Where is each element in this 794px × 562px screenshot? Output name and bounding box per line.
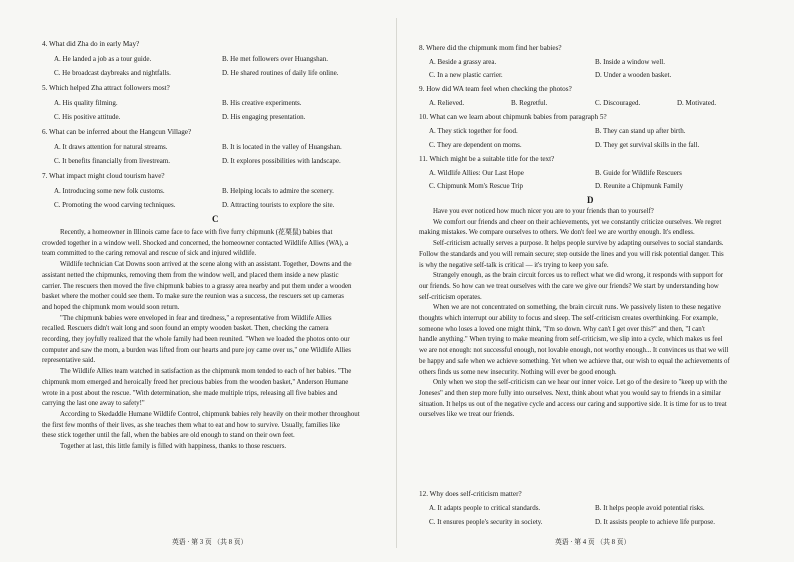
option: D. They get survival skills in the fall. [595,141,700,149]
passage-line: others finds us some new insecurity. Nothing will ever be good enough. [419,368,617,376]
option: A. Wildlife Allies: Our Last Hope [429,169,524,177]
passage-line: representative said. [42,357,96,365]
question-8: 8. Where did the chipmunk mom find her babies? [419,44,562,52]
option: D. Reunite a Chipmunk Family [595,182,684,190]
question-9: 9. How did WA team feel when checking the photos? [419,85,572,93]
passage-line: "The chipmunk babies were enveloped in fear and tiredness," a representative from Wildlife Allies [60,314,332,322]
option: A. It draws attention for natural streams. [54,143,168,151]
option: C. His positive attitude. [54,113,121,121]
passage-line: our friends. So how can we treat ourselves with the care we give our friends? We start by understanding how [419,282,719,290]
question-4: 4. What did Zha do in early May? [42,40,140,48]
passage-line: Strangely enough, as the brain circuit forces us to reflect what we did wrong, it responds with support for [433,272,724,280]
question-11: 11. Which might be a suitable title for the text? [419,155,555,163]
option: B. They can stand up after birth. [595,127,686,135]
passage-line: someone who loses a loved one might think, "I'm so down. Why can't I get over this?" and then, "I can't [419,325,705,333]
option: C. Promoting the wood carving techniques. [54,201,176,209]
passage-line: Recently, a homeowner in Illinois came face to face with five furry chipmunk (花栗鼠) babies that [60,229,333,236]
option: A. They stick together for food. [429,127,518,135]
passage-line: chipmunk mom emerged and heroically freed her precious babies from the wooden basket," Anderson Humane [42,378,349,386]
option: D. Attracting tourists to explore the site. [222,201,335,209]
passage-line: carrying the last one away to safety!" [42,400,145,408]
passage-line: When we are not concentrated on something, the brain circuit runs. We passively listen to these negative [433,304,721,312]
option: B. Guide for Wildlife Rescuers [595,169,682,177]
passage-line: these stick together until the fall, when the babies are old enough to stand on their own feet. [42,432,295,440]
section-c-heading: C [212,214,219,224]
option: B. It is located in the valley of Huangshan. [222,143,342,151]
passage-line: situation. It helps us out of the negative cycle and access our caring and supportive side. It is time for us to treat [419,400,727,408]
passage-line: Joneses" and then step more fully into ourselves. Next, think about what you would say to friends in a similar [419,389,721,397]
passage-line: Wildlife technician Cat Downs soon arrived at the scene along with an assistant. Together, Downs and the [60,261,352,269]
column-divider [396,18,397,548]
passage-line: we are not enough: not successful enough, not lovable enough, not worthy enough... It convinces us that we will [419,347,729,355]
option: D. Under a wooden basket. [595,71,672,79]
option: C. It ensures people's security in society. [429,518,543,526]
passage-line: According to Skedaddle Humane Wildlife Control, chipmunk babies rely heavily on their mother throughout [60,410,360,418]
passage-line: the first few months of their lives, as she teaches them what to eat and how to survive. Usually, families like [42,421,340,429]
passage-line: wrote in a post about the rescue. "With determination, she made multiple trips, releasing all five babies and [42,389,338,397]
option: A. Introducing some new folk customs. [54,187,165,195]
passage-line: assistant netted the chipmunks, removing them from the window well, and placed them inside a new plastic [42,271,339,279]
option: D. It assists people to achieve life purpose. [595,518,715,526]
option: B. His creative experiments. [222,99,302,107]
option: B. Inside a window well. [595,58,665,66]
option: C. Discouraged. [595,99,641,107]
option: C. They are dependent on moms. [429,141,522,149]
passage-line: making mistakes. We compare ourselves to others. We don't feel we are worthy enough. It's endless. [419,229,695,237]
option: C. He broadcast daybreaks and nightfalls. [54,69,171,77]
passage-line: Follow the standards and you will remain secure; step outside the lines and you will risk potential danger. This [419,250,724,258]
passage-line: recording, they joyfully realized that the whole family had been reunited. "When we loaded the photos onto our [42,336,350,344]
option: C. It benefits financially from livestream. [54,157,171,165]
question-12: 12. Why does self-criticism matter? [419,490,522,498]
page-footer: 英语 · 第 3 页 （共 8 页） [172,539,248,546]
page-footer: 英语 · 第 4 页 （共 8 页） [555,539,631,546]
passage-line: We comfort our friends and cheer on their achievements, yet we constantly criticize ourselves. We regret [433,218,722,226]
passage-line: self-criticism operates. [419,293,482,301]
option: A. Relieved. [429,99,465,107]
passage-line: computer and saw the mom, a burden was lifted from our hearts and pure joy came over us," one Wildlife Allies [42,346,351,354]
passage-line: ourselves like we treat our friends. [419,411,515,419]
passage-line: Self-criticism actually serves a purpose. It helps people survive by adapting ourselves to social standards. [433,240,724,248]
question-10: 10. What can we learn about chipmunk babies from paragraph 5? [419,113,607,121]
passage-d [419,207,771,421]
passage-line: thoughts which interrupt our ability to focus and sleep. The self-criticism creates overthinking. For example, [419,315,718,323]
question-5: 5. Which helped Zha attract followers most? [42,84,170,92]
passage-line: carrier. The rescuers then moved the five chipmunk babies to a grassy area nearby and put them under a wooden [42,282,352,290]
option: B. Helping locals to admire the scenery. [222,187,334,195]
option: B. Regretful. [511,99,548,107]
passage-line: Together at last, this little family is filled with happiness, thanks to those rescuers. [60,443,287,451]
option: D. It explores possibilities with landscape. [222,157,341,165]
passage-line: team committed to the caring removal and rescue of sick and injured wildlife. [42,250,257,258]
passage-line: and hoped the chipmunk mom would soon return. [42,303,180,311]
passage-line: basket where the mother could see them. To make sure the reunion was a success, the rescuers set up cameras [42,293,344,301]
option: A. It adapts people to critical standards. [429,504,541,512]
option: C. Chipmunk Mom's Rescue Trip [429,182,524,190]
option: A. His quality filming. [54,99,118,107]
passage-line: Only when we stop the self-criticism can we hear our inner voice. Let go of the desire to "keep up with the [433,379,728,387]
passage-line: handle anything." When trying to make meaning from self-criticism, we slip into a cycle, which makes us feel [419,336,723,344]
option: D. Motivated. [677,99,717,107]
option: B. He met followers over Huangshan. [222,55,328,63]
passage-line: The Wildlife Allies team watched in satisfaction as the chipmunk mom tended to each of her babies. "The [60,368,352,376]
question-7: 7. What impact might cloud tourism have? [42,172,165,180]
option: D. His engaging presentation. [222,113,306,121]
question-6: 6. What can be inferred about the Hangcun Village? [42,128,192,136]
option: A. He landed a job as a tour guide. [54,55,152,63]
passage-line: Have you ever noticed how much nicer you are to your friends than to yourself? [433,208,654,215]
option: B. It helps people avoid potential risks. [595,504,705,512]
passage-line: is why the negative self-talk is critical — it's trying to keep you safe. [419,261,609,269]
option: A. Beside a grassy area. [429,58,497,66]
option: D. He shared routines of daily life online. [222,69,339,77]
passage-line: be happy and safe when we achieve something. Yet when we achieve that, our wish to equal the achievements of [419,357,730,365]
passage-line: crowded together in a window well. Shocked and concerned, the homeowner contacted Wildlife Allies (WA), a [42,239,349,247]
passage-line: recalled. Rescuers didn't wait long and soon found an empty wooden basket. Then, checking the camera [42,325,329,333]
passage-c [42,228,387,453]
section-d-heading: D [587,195,594,205]
option: C. In a new plastic carrier. [429,71,503,79]
